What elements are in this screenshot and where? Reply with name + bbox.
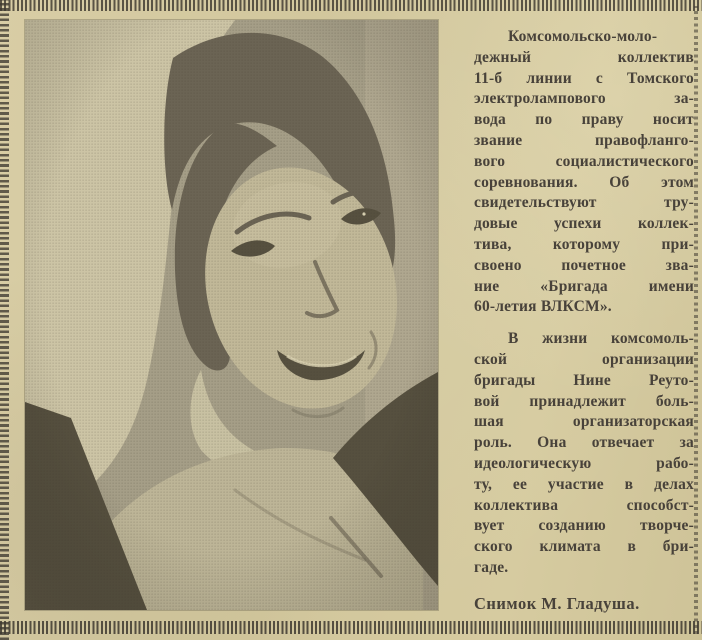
photo-credit-caption: Снимок М. Гладуша. [474, 593, 640, 613]
text-line: 60-летия ВЛКСМ». [474, 298, 612, 316]
text-line: вует созданию творче- [474, 517, 694, 535]
text-line: ту, ее участие в делах [474, 475, 694, 493]
text-line: вого социалистического [474, 152, 694, 170]
text-line: вой принадлежит боль- [474, 392, 694, 410]
text-line: В жизни комсомоль- [508, 330, 694, 348]
text-line: коллектива способст- [474, 496, 694, 514]
dashed-border-left [0, 0, 9, 640]
text-line: довые успехи коллек- [474, 215, 694, 233]
text-line: шая организаторская [474, 413, 694, 431]
text-line: ской организации [474, 350, 694, 368]
paragraph [474, 27, 694, 318]
text-line: своено почетное зва- [474, 256, 694, 274]
paragraph [474, 329, 694, 579]
text-line: свидетельствуют тру- [474, 194, 694, 212]
dotted-border-right [694, 6, 698, 634]
text-line: гаде. [474, 558, 509, 576]
text-line: роль. Она отвечает за [474, 434, 694, 452]
text-line: бригады Нине Реуто- [474, 371, 694, 389]
text-line: Комсомольско-моло- [508, 28, 658, 45]
article-column [474, 27, 694, 614]
dashed-border-bottom [0, 621, 702, 634]
text-line: 11-б линии с Томского [474, 69, 694, 87]
text-line: идеологическую рабо- [474, 454, 694, 472]
text-line: вода по праву носит [474, 111, 694, 129]
text-line: электролампового за- [474, 90, 694, 108]
text-line: ние «Бригада имени [474, 277, 694, 295]
article-body [474, 27, 694, 579]
text-line: ского климата в бри- [474, 538, 694, 556]
woman-portrait-photo [25, 20, 438, 610]
text-line: тива, которому при- [474, 235, 694, 253]
text-line: соревнования. Об этом [474, 173, 694, 191]
text-line: дежный коллектив [474, 48, 694, 66]
text-line: звание правофланго- [474, 131, 694, 149]
dashed-border-top [0, 0, 702, 11]
